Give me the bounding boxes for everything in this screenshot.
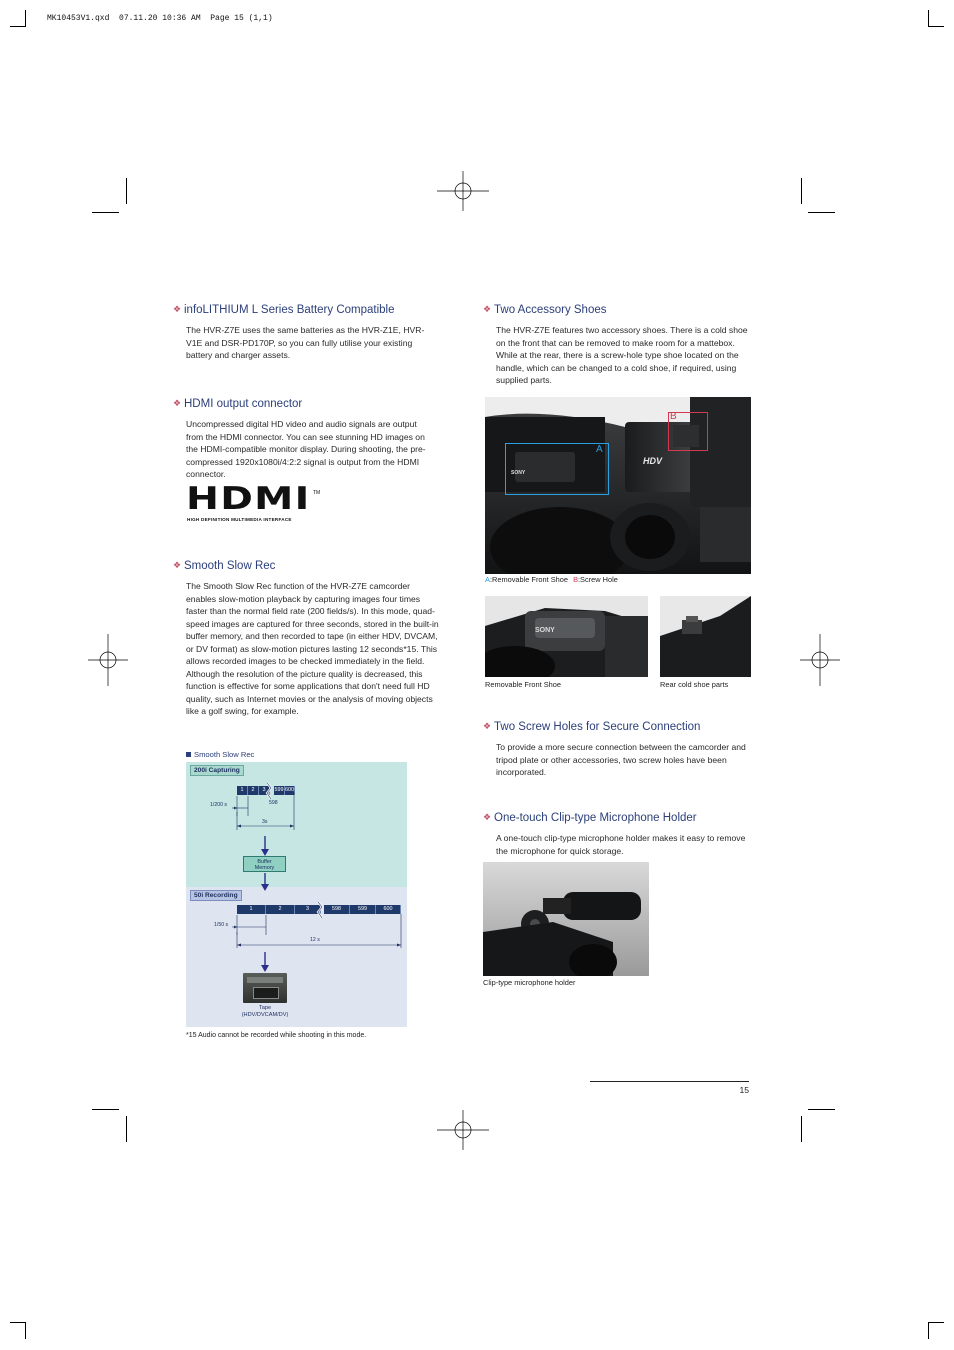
diamond-bullet-icon: ❖	[173, 398, 182, 408]
page-number-rule	[590, 1081, 749, 1082]
crop-mark	[10, 1322, 26, 1323]
flow-arrow-down	[260, 873, 270, 891]
hdv-badge: HDV	[643, 456, 663, 466]
front-shoe-illustration	[485, 596, 648, 677]
flow-arrow-down	[260, 952, 270, 972]
section-body-mic-holder: A one-touch clip-type microphone holder makes it easy to remove the microphone for quick storage.	[496, 833, 746, 856]
crop-mark	[10, 26, 26, 27]
section-heading-hdmi	[173, 398, 302, 410]
capture-frame: 1	[237, 786, 248, 795]
marker-label-a: A	[596, 444, 603, 455]
rear-shoe-photo	[660, 596, 751, 677]
diagram-title-text: Smooth Slow Rec	[194, 750, 255, 759]
section-body-hdmi: Uncompressed digital HD video and audio signals are output from the HDMI connector. You can see stunning HD images on the HDMI-compatible monitor display. During shooting, the pre-compressed 1920x1080i/4:2:2 signal is output from the HDMI connector.	[186, 419, 426, 479]
registration-mark	[800, 634, 840, 686]
mic-holder-illustration	[483, 862, 649, 976]
record-label: 50i Recording	[190, 890, 242, 901]
marker-label-b: B	[670, 411, 677, 422]
capture-frame: 599	[274, 787, 284, 793]
section-body-screw-holes: To provide a more secure connection between the camcorder and tripod plate or other accessories, two screw holes have been incorporated.	[496, 742, 746, 777]
trim-mark	[808, 212, 835, 213]
footnote: *15 Audio cannot be recorded while shooting in this mode.	[186, 1032, 367, 1039]
hdmi-logo	[186, 481, 326, 528]
crop-mark	[25, 1322, 26, 1339]
heading-text: infoLITHIUM L Series Battery Compatible	[184, 304, 395, 316]
section-heading-screw-holes	[483, 721, 700, 733]
caption-key-b: B	[573, 575, 578, 584]
caption-front-shoe: Removable Front Shoe	[485, 680, 561, 689]
section-heading-mic-holder	[483, 812, 697, 824]
hdmi-trademark: TM	[313, 490, 321, 496]
crop-mark	[928, 1322, 944, 1323]
capture-frame: 2	[248, 786, 259, 795]
section-body-shoes: The HVR-Z7E features two accessory shoes. There is a cold shoe on the front that can be removed to make room for a mattebox. While at the rear, there is a screw-hole type shoe located on the handle, which can be changed to a cold shoe, if required, using supplied parts.	[496, 325, 748, 385]
heading-text: Smooth Slow Rec	[184, 560, 276, 572]
crop-mark	[25, 10, 26, 27]
caption-mic-holder: Clip-type microphone holder	[483, 978, 576, 987]
sony-logo: SONY	[535, 627, 555, 634]
trim-mark	[801, 178, 802, 204]
buffer-line1: Buffer	[257, 859, 272, 865]
capture-duration-arrow	[234, 792, 298, 832]
page-number: 15	[739, 1085, 749, 1095]
registration-mark	[437, 171, 489, 211]
crop-mark	[928, 1322, 929, 1339]
diamond-bullet-icon: ❖	[483, 721, 492, 731]
tape-line1: Tape	[258, 1005, 272, 1011]
section-heading-battery	[173, 304, 395, 316]
caption-rear-shoe: Rear cold shoe parts	[660, 680, 729, 689]
marker-box-a	[505, 443, 609, 495]
front-shoe-photo	[485, 596, 648, 677]
record-duration-arrow	[234, 914, 406, 950]
caption-main-photo	[485, 575, 618, 584]
rear-shoe-illustration	[660, 596, 751, 677]
record-frame: 598	[324, 905, 350, 914]
section-heading-shoes	[483, 304, 607, 316]
record-frame: 1	[237, 905, 266, 914]
heading-text: Two Screw Holes for Secure Connection	[494, 721, 701, 733]
caption-text-a: :Removable Front Shoe	[489, 575, 568, 584]
diagram-title	[186, 750, 254, 759]
trim-mark	[808, 1109, 835, 1110]
capture-frame: 3	[259, 786, 270, 795]
trim-mark	[126, 1116, 127, 1142]
camcorder-photo	[485, 397, 751, 574]
trim-mark	[92, 1109, 119, 1110]
diamond-bullet-icon: ❖	[173, 304, 182, 314]
caption-text-b: :Screw Hole	[578, 575, 618, 584]
tape-label	[226, 1005, 304, 1019]
capture-duration-label: 3s	[262, 819, 268, 825]
mic-holder-photo	[483, 862, 649, 976]
tape-line2: (HDV/DVCAM/DV)	[241, 1012, 289, 1018]
registration-mark	[437, 1110, 489, 1150]
hdmi-logo-text: HDMI	[186, 481, 311, 517]
section-heading-slow-rec	[173, 560, 275, 572]
square-bullet-icon	[186, 752, 191, 757]
diamond-bullet-icon: ❖	[173, 560, 182, 570]
flow-arrow-down	[260, 836, 270, 856]
buffer-line2: Memory	[254, 865, 275, 871]
file-slug: MK10453V1.qxd 07.11.20 10:36 AM Page 15 (1,1)	[47, 14, 273, 23]
record-frame: 2	[266, 905, 295, 914]
capture-label: 200i Capturing	[190, 765, 244, 776]
section-body-battery: The HVR-Z7E uses the same batteries as the HVR-Z1E, HVR-V1E and DSR-PD170P, so you can fully utilise your existing battery and charger assets.	[186, 325, 425, 360]
trim-mark	[801, 1116, 802, 1142]
trim-mark	[126, 178, 127, 204]
capture-mid-frame: 598	[269, 800, 278, 806]
diamond-bullet-icon: ❖	[483, 812, 492, 822]
record-frame: 3	[295, 905, 321, 914]
hdmi-logo-subtitle: HIGH DEFINITION MULTIMEDIA INTERFACE	[187, 517, 292, 522]
capture-interval-label: 1/200 s	[210, 802, 228, 808]
caption-key-a: A	[485, 575, 490, 584]
heading-text: One-touch Clip-type Microphone Holder	[494, 812, 697, 824]
slow-rec-diagram	[186, 762, 407, 1027]
crop-mark	[928, 10, 929, 27]
record-frame: 599	[350, 905, 376, 914]
tape-cassette-icon	[243, 973, 287, 1003]
record-interval-label: 1/50 s	[214, 922, 229, 928]
crop-mark	[928, 26, 944, 27]
record-duration-label: 12 s	[310, 937, 320, 943]
diamond-bullet-icon: ❖	[483, 304, 492, 314]
record-frame: 600	[376, 905, 401, 914]
heading-text: Two Accessory Shoes	[494, 304, 607, 316]
buffer-memory-box	[243, 856, 286, 872]
capture-frame: 600	[285, 787, 294, 793]
registration-mark	[88, 634, 128, 686]
trim-mark	[92, 212, 119, 213]
sony-logo: SONY	[511, 470, 526, 476]
section-body-slow-rec: The Smooth Slow Rec function of the HVR-Z7E camcorder enables slow-motion playback by capturing images four times faster than the normal field rate (200 fields/s). In this mode, quad-speed images are captured for three seconds, stored in the built-in buffer memory, and then recorded to tape (in either HDV, DVCAM, or DV format) as slow-motion pictures lasting 12 seconds*15. This allows recorded images to be checked immediately in the field. Although the resolution of the picture quality is decreased, this function is effective for some applications that don't need full HD quality, such as Internet movies or the analysis of moving objects like a golf swing, for example.	[186, 581, 439, 716]
heading-text: HDMI output connector	[184, 398, 303, 410]
